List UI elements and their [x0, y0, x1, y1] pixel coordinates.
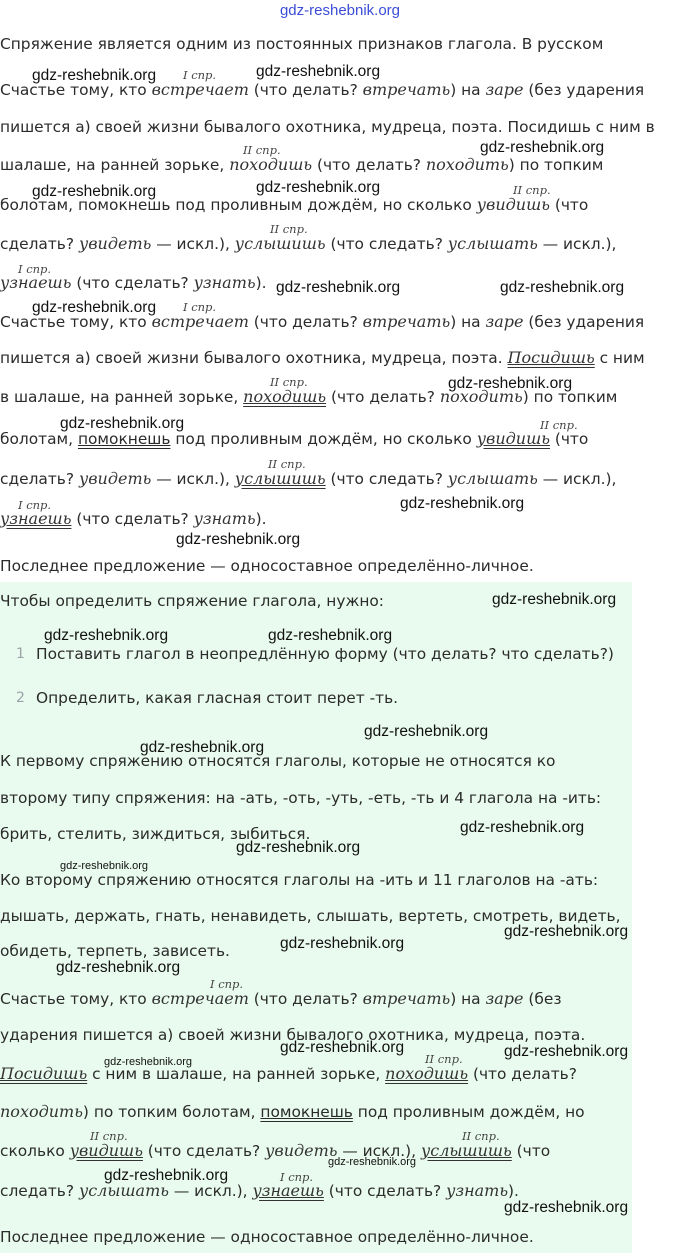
conj-label: II спр.	[425, 1052, 463, 1066]
watermark: gdz-reshebnik.org	[276, 279, 401, 296]
watermark: gdz-reshebnik.org	[176, 531, 301, 548]
watermark: gdz-reshebnik.org	[256, 179, 381, 196]
conj-label: I спр.	[183, 68, 217, 82]
conj-label: II спр.	[540, 418, 578, 432]
rule-line: дышать, держать, гнать, ненавидеть, слышать, вертеть, смотреть, видеть,	[0, 907, 621, 925]
text-line: Посидишь с ним в шалаше, на ранней зорьке, походишь (что делать?	[0, 1064, 577, 1083]
text-line: ударения пишется а) своей жизни бывалого охотника, мудреца, поэта.	[0, 1026, 586, 1044]
text-line: узнаешь (что сделать? узнать).	[0, 509, 267, 528]
watermark: gdz-reshebnik.org	[56, 959, 181, 976]
text-line: Счастье тому, кто встречает (что делать? втречать) на заре (без ударения	[0, 80, 645, 99]
conclusion-line: Последнее предложение — односоставное определённо-личное.	[0, 1228, 534, 1246]
text-line: пишется а) своей жизни бывалого охотника, мудреца, поэта. Посидишь с ним	[0, 348, 645, 367]
site-header-link[interactable]: gdz-reshebnik.org	[279, 2, 401, 19]
watermark: gdz-reshebnik.org	[504, 1043, 629, 1060]
watermark: gdz-reshebnik.org	[280, 1039, 405, 1056]
conclusion-line: Последнее предложение — односоставное определённо-личное.	[0, 557, 534, 575]
text-line: сделать? увидеть — искл.), услышишь (что следать? услышать — искл.),	[0, 234, 617, 253]
text-line: Счастье тому, кто встречает (что делать? втречать) на заре (без ударения	[0, 312, 645, 331]
conj-label: II спр.	[270, 375, 308, 389]
conj-label: I спр.	[18, 262, 52, 276]
watermark: gdz-reshebnik.org	[32, 183, 157, 200]
text-line: Счастье тому, кто встречает (что делать? втречать) на заре (без	[0, 989, 562, 1008]
watermark: gdz-reshebnik.org	[268, 627, 393, 644]
watermark: gdz-reshebnik.org	[328, 1156, 417, 1168]
conj-label: II спр.	[513, 183, 551, 197]
conj-label: I спр.	[183, 300, 217, 314]
watermark: gdz-reshebnik.org	[492, 591, 617, 608]
watermark: gdz-reshebnik.org	[60, 860, 149, 872]
text-line: следать? услышать — искл.), узнаешь (что сделать? узнать).	[0, 1181, 519, 1200]
conj-label: I спр.	[280, 1170, 314, 1184]
rules-intro: Чтобы определить спряжение глагола, нужно:	[0, 592, 384, 610]
watermark: gdz-reshebnik.org	[104, 1056, 193, 1068]
text-line: походить) по топким болотам, помокнешь под проливным дождём, но	[0, 1102, 585, 1121]
rule-line: Ко второму спряжению относятся глаголы на -ить и 11 глаголов на -ать:	[0, 871, 599, 889]
intro-line: Спряжение является одним из постоянных признаков глагола. В русском	[0, 35, 604, 53]
conj-label: II спр.	[90, 1129, 128, 1143]
step-text: Поставить глагол в неопредлённую форму (что делать? что сделать?)	[36, 645, 614, 663]
rule-line: К первому спряжению относятся глаголы, которые не относятся ко	[0, 752, 556, 770]
watermark: gdz-reshebnik.org	[44, 627, 169, 644]
text-line: сделать? увидеть — искл.), услышишь (что следать? услышать — искл.),	[0, 469, 617, 488]
text-line: шалаше, на ранней зорьке, походишь (что делать? походить) по топким	[0, 155, 604, 174]
watermark: gdz-reshebnik.org	[60, 415, 185, 432]
step-number: 1	[16, 646, 25, 662]
watermark: gdz-reshebnik.org	[460, 819, 585, 836]
rule-line: обидеть, терпеть, зависеть.	[0, 942, 230, 960]
watermark: gdz-reshebnik.org	[236, 839, 361, 856]
watermark: gdz-reshebnik.org	[32, 67, 157, 84]
watermark: gdz-reshebnik.org	[104, 1167, 229, 1184]
watermark: gdz-reshebnik.org	[500, 279, 625, 296]
text-line: болотам, помокнешь под проливным дождём, но сколько увидишь (что	[0, 429, 589, 448]
step-number: 2	[16, 690, 25, 706]
text-line: болотам, помокнешь под проливным дождём, но сколько увидишь (что	[0, 195, 589, 214]
watermark: gdz-reshebnik.org	[364, 723, 489, 740]
watermark: gdz-reshebnik.org	[280, 935, 405, 952]
watermark: gdz-reshebnik.org	[448, 375, 573, 392]
rule-line: брить, стелить, зиждиться, зыбиться.	[0, 825, 311, 843]
conj-label: II спр.	[270, 222, 308, 236]
conj-label: II спр.	[462, 1129, 500, 1143]
conj-label: II спр.	[243, 143, 281, 157]
watermark: gdz-reshebnik.org	[504, 923, 629, 940]
step-text: Определить, какая гласная стоит перет -ть.	[36, 689, 399, 707]
text-line: в шалаше, на ранней зорьке, походишь (что делать? походить) по топким	[0, 387, 618, 406]
watermark: gdz-reshebnik.org	[256, 63, 381, 80]
watermark: gdz-reshebnik.org	[504, 1199, 629, 1216]
conj-label: II спр.	[268, 457, 306, 471]
rule-line: второму типу спряжения: на -ать, -оть, -уть, -еть, -ть и 4 глагола на -ить:	[0, 789, 602, 807]
conj-label: I спр.	[210, 977, 244, 991]
conj-label: I спр.	[18, 498, 52, 512]
watermark: gdz-reshebnik.org	[400, 495, 525, 512]
watermark: gdz-reshebnik.org	[140, 739, 265, 756]
text-line: пишется а) своей жизни бывалого охотника, мудреца, поэта. Посидишь с ним в	[0, 118, 655, 136]
text-line: узнаешь (что сделать? узнать).	[0, 273, 267, 292]
watermark: gdz-reshebnik.org	[480, 139, 605, 156]
text-line: сколько увидишь (что сделать? увидеть — искл.), услышишь (что	[0, 1141, 551, 1160]
watermark: gdz-reshebnik.org	[32, 299, 157, 316]
